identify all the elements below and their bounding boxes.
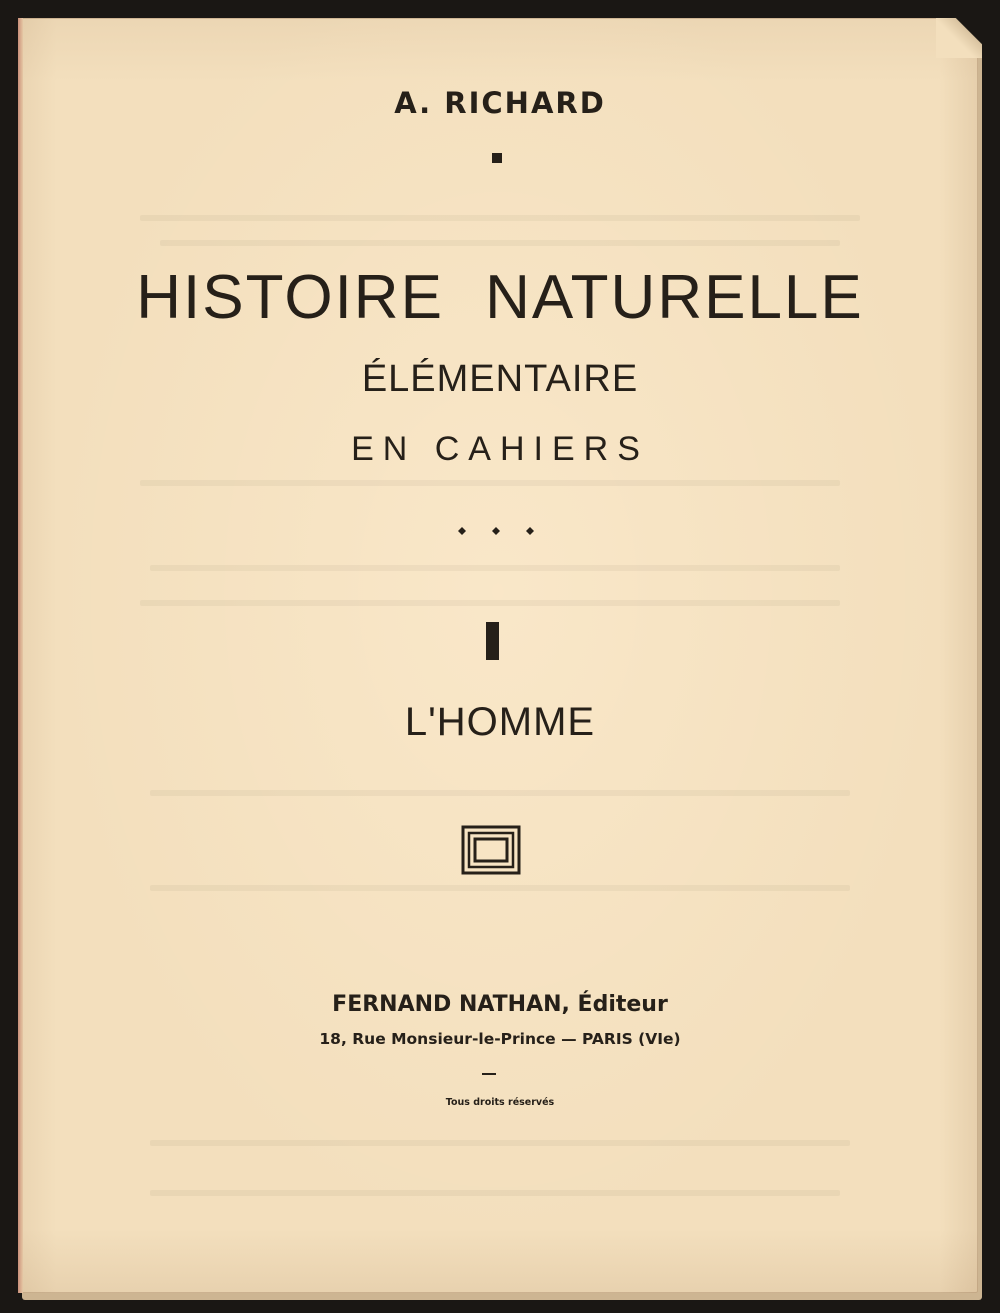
- show-through-line: [140, 215, 860, 221]
- show-through-line: [150, 1140, 850, 1146]
- show-through-line: [150, 885, 850, 891]
- show-through-line: [140, 480, 840, 486]
- volume-numeral: [486, 622, 499, 660]
- worn-corner: [936, 18, 982, 58]
- show-through-line: [150, 790, 850, 796]
- book-title: HISTOIRE NATURELLE: [136, 263, 864, 332]
- diamond-dots-ornament: [454, 524, 538, 538]
- series-line: EN CAHIERS: [351, 430, 649, 468]
- separator-rule: [482, 1073, 496, 1075]
- book-subtitle: ÉLÉMENTAIRE: [361, 358, 639, 400]
- show-through-line: [140, 600, 840, 606]
- publisher-address: 18, Rue Monsieur-le-Prince — PARIS (VIe): [319, 1030, 681, 1048]
- framed-square-ornament: [461, 825, 521, 875]
- square-ornament: [492, 153, 502, 163]
- publisher-name: FERNAND NATHAN, Éditeur: [332, 992, 668, 1017]
- author-name: A. RICHARD: [394, 86, 606, 120]
- rights-notice: Tous droits réservés: [445, 1097, 555, 1108]
- volume-title: L'HOMME: [404, 700, 596, 744]
- show-through-line: [150, 565, 840, 571]
- show-through-line: [160, 240, 840, 246]
- show-through-line: [150, 1190, 840, 1196]
